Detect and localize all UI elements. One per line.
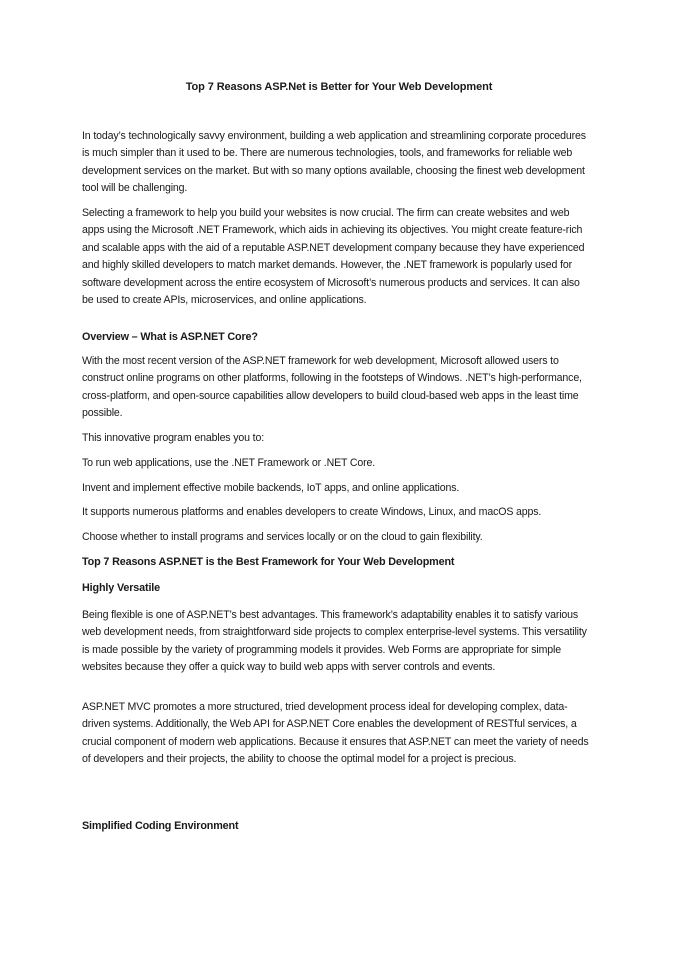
- simplified-heading: Simplified Coding Environment: [82, 820, 239, 832]
- versatile-heading: Highly Versatile: [82, 582, 161, 594]
- overview-paragraph-1: With the most recent version of the ASP.NET framework for web development, Microsoft allowed users to construct online programs on other platforms, following in the footsteps of Windows. .NET’s high-performance, cross-platform, and open-source capabilities allow developers to build cloud-based web apps in the least time possible.: [82, 355, 582, 420]
- document-title: Top 7 Reasons ASP.Net is Better for Your Web Development: [185, 81, 493, 93]
- intro-paragraph-1: In today’s technologically savvy environment, building a web application and streamlining corporate procedures is much simpler than it used to be. There are numerous technologies, tools, and frameworks for reliable web development services on the market. But with so many options available, choosing the finest web development tool will be challenging.: [82, 130, 586, 195]
- list-item-1: To run web applications, use the .NET Framework or .NET Core.: [82, 457, 376, 469]
- overview-paragraph-2: This innovative program enables you to:: [82, 432, 264, 444]
- overview-heading: Overview – What is ASP.NET Core?: [82, 331, 258, 343]
- intro-paragraph-2: Selecting a framework to help you build your websites is now crucial. The firm can create websites and web apps using the Microsoft .NET Framework, which aids in achieving its objectives. You might create feature-rich and scalable apps with the aid of a reputable ASP.NET development company because they have experienced and highly skilled developers to match market demands. However, the .NET framework is popularly used for software development across the entire ecosystem of Microsoft’s numerous products and services. It can also be used to create APIs, microservices, and online applications.: [82, 207, 585, 307]
- versatile-paragraph-1: Being flexible is one of ASP.NET’s best advantages. This framework’s adaptability enables it to satisfy various web development needs, from straightforward side projects to complex enterprise-level systems. This versatility is made possible by the variety of programming models it provides. Web Forms are appropriate for simple websites because they offer a quick way to build web apps with server controls and events.: [82, 609, 587, 674]
- reasons-heading: Top 7 Reasons ASP.NET is the Best Framework for Your Web Development: [82, 556, 455, 568]
- list-item-3: It supports numerous platforms and enables developers to create Windows, Linux, and macOS apps.: [82, 506, 542, 518]
- versatile-paragraph-2: ASP.NET MVC promotes a more structured, tried development process ideal for developing complex, data-driven systems. Additionally, the Web API for ASP.NET Core enables the development of RESTful services, a crucial component of modern web applications. Because it ensures that ASP.NET can meet the variety of needs of developers and their projects, the ability to choose the optimal model for a project is precious.: [82, 701, 589, 766]
- list-item-2: Invent and implement effective mobile backends, IoT apps, and online applications.: [82, 482, 460, 494]
- list-item-4: Choose whether to install programs and services locally or on the cloud to gain flexibility.: [82, 531, 483, 543]
